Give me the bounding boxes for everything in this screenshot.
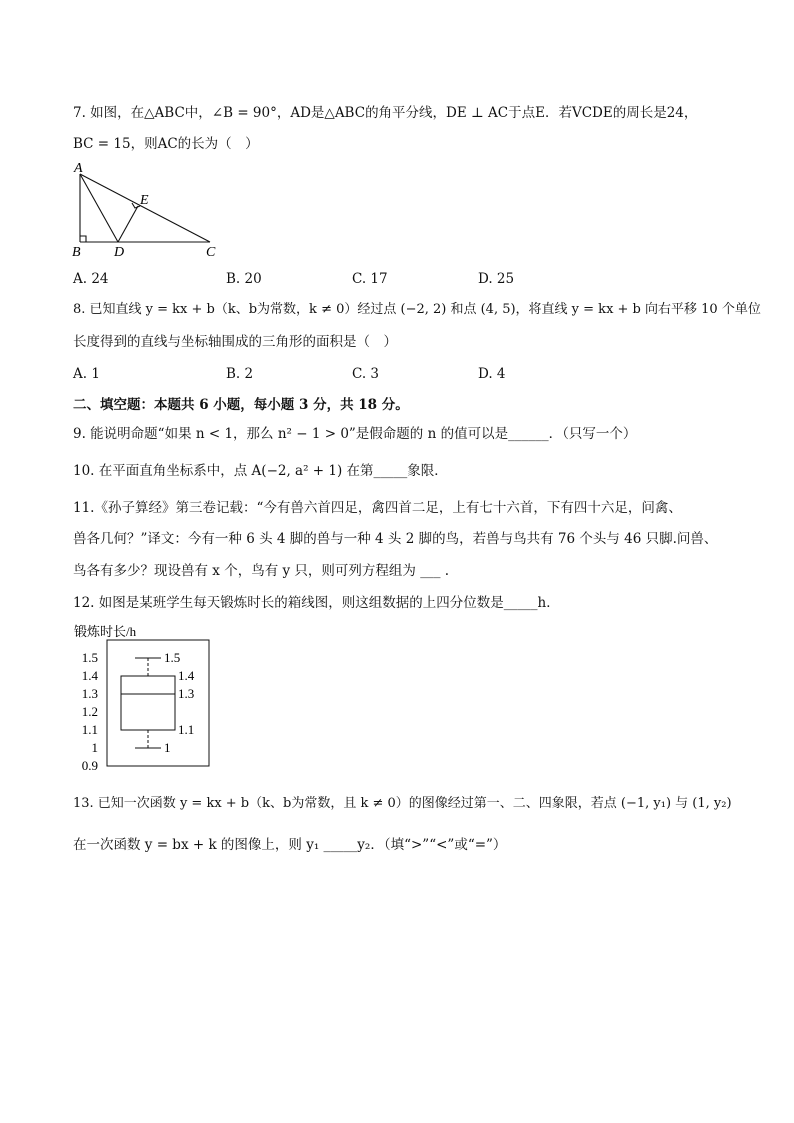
q8-option-a: A. 1 — [73, 366, 100, 382]
q7-option-a: A. 24 — [73, 271, 109, 287]
q7-option-b: B. 20 — [226, 271, 262, 287]
y-tick-label: 1 — [91, 740, 98, 755]
label-a: A — [74, 161, 83, 176]
q8-option-d: D. 4 — [478, 366, 506, 382]
chart-frame — [107, 640, 209, 766]
q3-label: 1.4 — [178, 668, 195, 683]
y-tick-label: 1.3 — [81, 686, 98, 701]
y-tick-label: 1.2 — [81, 704, 98, 719]
q11-line2: 兽各几何？”译文：今有一种 6 头 4 脚的兽与一种 4 头 2 脚的鸟，若兽与鸟共有 76 个头与 46 只脚.问兽、 — [73, 531, 718, 547]
median-label: 1.3 — [178, 686, 195, 701]
q8-option-b: B. 2 — [226, 366, 254, 382]
label-d: D — [114, 245, 125, 260]
q7-option-d: D. 25 — [478, 271, 515, 287]
y-tick-label: 1.4 — [81, 668, 98, 683]
q7-line1: 7. 如图，在△ABC中，∠B = 90°，AD是△ABC的角平分线，DE ⊥ AC于点E．若VCDE的周长是24， — [73, 105, 698, 121]
triangle-figure — [70, 160, 230, 260]
q13-line1: 13. 已知一次函数 y = kx + b（k、b为常数，且 k ≠ 0）的图像经过第一、二、四象限，若点 (−1, y₁) 与 (1, y₂) — [73, 796, 732, 811]
y-tick-label: 0.9 — [81, 758, 98, 773]
y-tick-label: 1.5 — [81, 650, 98, 665]
min-label: 1 — [164, 740, 171, 755]
section-title: 二、填空题：本题共 6 小题，每小题 3 分，共 18 分。 — [73, 397, 409, 413]
q12-line1: 12. 如图是某班学生每天锻炼时长的箱线图，则这组数据的上四分位数是_____h． — [73, 595, 560, 611]
q9-line1: 9. 能说明命题“如果 n < 1，那么 n² − 1 > 0”是假命题的 n 的值可以是______．（只写一个） — [73, 426, 637, 442]
boxplot-chart — [68, 620, 218, 775]
q8-line1: 8. 已知直线 y = kx + b（k、b为常数，k ≠ 0）经过点 (−2, 2) 和点 (4, 5)，将直线 y = kx + b 向右平移 10 个单位 — [73, 302, 761, 317]
q10-line1: 10. 在平面直角坐标系中，点 A(−2, a² + 1) 在第_____象限． — [73, 463, 448, 479]
q13-line2: 在一次函数 y = bx + k 的图像上，则 y₁ _____y₂．（填“>”“<”或“=”） — [73, 837, 507, 853]
max-label: 1.5 — [164, 650, 181, 665]
label-c: C — [206, 245, 216, 260]
q7-option-c: C. 17 — [352, 271, 388, 287]
q7-line2: BC = 15，则AC的长为（ ） — [73, 136, 259, 152]
label-b: B — [72, 245, 81, 260]
q8-line2: 长度得到的直线与坐标轴围成的三角形的面积是（ ） — [73, 334, 397, 350]
y-tick-label: 1.1 — [81, 722, 98, 737]
chart-title: 锻炼时长/h — [74, 624, 137, 639]
q11-line1: 11.《孙子算经》第三卷记载：“今有兽六首四足，禽四首二足，上有七十六首，下有四十六足，问禽、 — [73, 500, 682, 516]
q11-line3: 鸟各有多少？现设兽有 x 个，鸟有 y 只，则可列方程组为 ___ . — [73, 563, 450, 579]
q8-option-c: C. 3 — [352, 366, 380, 382]
iqr-box — [121, 676, 175, 730]
label-e: E — [140, 193, 149, 208]
q1-label: 1.1 — [178, 722, 195, 737]
